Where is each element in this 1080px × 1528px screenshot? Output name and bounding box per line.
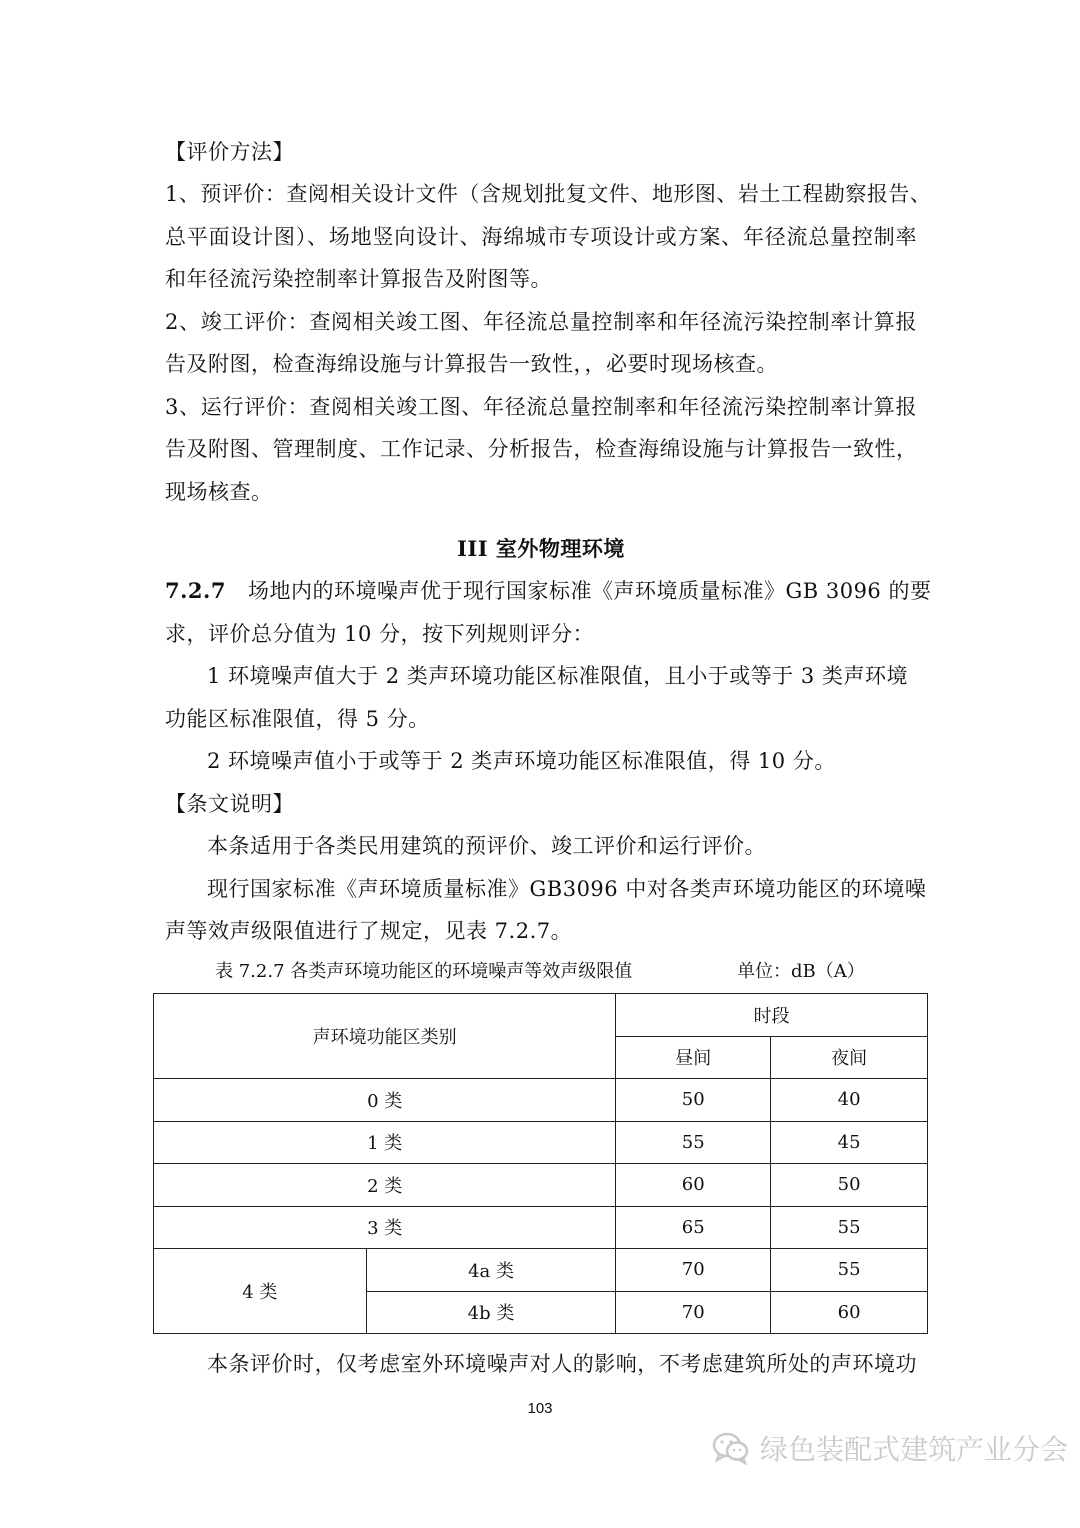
table-row (154, 1121, 928, 1164)
table-unit: 单位：dB（A） (737, 961, 865, 982)
watermark-text: 绿色装配式建筑产业分会 (760, 1433, 1069, 1466)
rule-1-line-1: 1 环境噪声值大于 2 类声环境功能区标准限值，且小于或等于 3 类声环境 (207, 664, 908, 688)
footer-paragraph: 本条评价时，仅考虑室外环境噪声对人的影响，不考虑建筑所处的声环境功 (207, 1352, 917, 1376)
table-row (154, 1164, 928, 1207)
table-caption-title: 表 7.2.7 各类声环境功能区的环境噪声等效声级限值 (215, 961, 633, 982)
sub-category: 4b 类 (366, 1291, 616, 1334)
operation-eval-line-2: 告及附图、管理制度、工作记录、分析报告，检查海绵设施与计算报告一致性， (165, 437, 918, 461)
table-row (154, 1206, 928, 1249)
explanation-heading: 【条文说明】 (165, 792, 294, 816)
row-category: 2 类 (154, 1164, 616, 1207)
section-title: III 室外物理环境 (457, 536, 625, 561)
page-number: 103 (527, 1400, 553, 1417)
noise-limit-table (153, 993, 928, 1334)
header-night: 夜间 (771, 1036, 928, 1079)
pre-eval-line-2: 总平面设计图）、场地竖向设计、海绵城市专项设计或方案、年径流总量控制率 (165, 225, 917, 249)
explanation-para-2-line-2: 声等效声级限值进行了规定，见表 7.2.7。 (165, 919, 573, 943)
clause-number: 7.2.7 (165, 578, 226, 603)
row-day-value: 55 (616, 1121, 771, 1164)
row-category: 1 类 (154, 1121, 616, 1164)
operation-eval-line-1: 3、运行评价：查阅相关竣工图、年径流总量控制率和年径流污染控制率计算报 (165, 395, 917, 419)
row-night-value: 55 (771, 1249, 928, 1292)
row-day-value: 65 (616, 1206, 771, 1249)
table-row (154, 1249, 928, 1292)
clause-line-1 (165, 576, 932, 606)
row-day-value: 70 (616, 1249, 771, 1292)
row-day-value: 70 (616, 1291, 771, 1334)
wechat-icon (712, 1431, 750, 1465)
table-row (154, 1079, 928, 1122)
header-day: 昼间 (616, 1036, 771, 1079)
row-day-value: 50 (616, 1079, 771, 1122)
explanation-para-1: 本条适用于各类民用建筑的预评价、竣工评价和运行评价。 (207, 834, 766, 858)
group-4-category: 4 类 (154, 1249, 367, 1334)
header-period: 时段 (616, 994, 928, 1037)
row-night-value: 45 (771, 1121, 928, 1164)
pre-eval-line-3: 和年径流污染控制率计算报告及附图等。 (165, 267, 552, 291)
row-night-value: 50 (771, 1164, 928, 1207)
completion-eval-line-2: 告及附图，检查海绵设施与计算报告一致性，，必要时现场核查。 (165, 352, 778, 376)
row-night-value: 55 (771, 1206, 928, 1249)
method-heading: 【评价方法】 (165, 140, 294, 164)
pre-eval-line-1: 1、预评价：查阅相关设计文件（含规划批复文件、地形图、岩土工程勘察报告、 (165, 182, 932, 206)
rule-1-line-2: 功能区标准限值，得 5 分。 (165, 707, 430, 731)
completion-eval-line-1: 2、竣工评价：查阅相关竣工图、年径流总量控制率和年径流污染控制率计算报 (165, 310, 917, 334)
row-night-value: 60 (771, 1291, 928, 1334)
row-day-value: 60 (616, 1164, 771, 1207)
row-category: 0 类 (154, 1079, 616, 1122)
header-category: 声环境功能区类别 (154, 994, 616, 1079)
operation-eval-line-3: 现场核查。 (165, 480, 273, 504)
clause-line-2: 求，评价总分值为 10 分，按下列规则评分： (165, 622, 595, 646)
clause-text-1: 场地内的环境噪声优于现行国家标准《声环境质量标准》GB 3096 的要 (247, 579, 932, 603)
explanation-para-2-line-1: 现行国家标准《声环境质量标准》GB3096 中对各类声环境功能区的环境噪 (207, 877, 927, 901)
row-night-value: 40 (771, 1079, 928, 1122)
rule-2: 2 环境噪声值小于或等于 2 类声环境功能区标准限值，得 10 分。 (207, 749, 836, 773)
sub-category: 4a 类 (366, 1249, 616, 1292)
watermark (712, 1428, 1068, 1468)
table-caption (215, 958, 875, 986)
row-category: 3 类 (154, 1206, 616, 1249)
